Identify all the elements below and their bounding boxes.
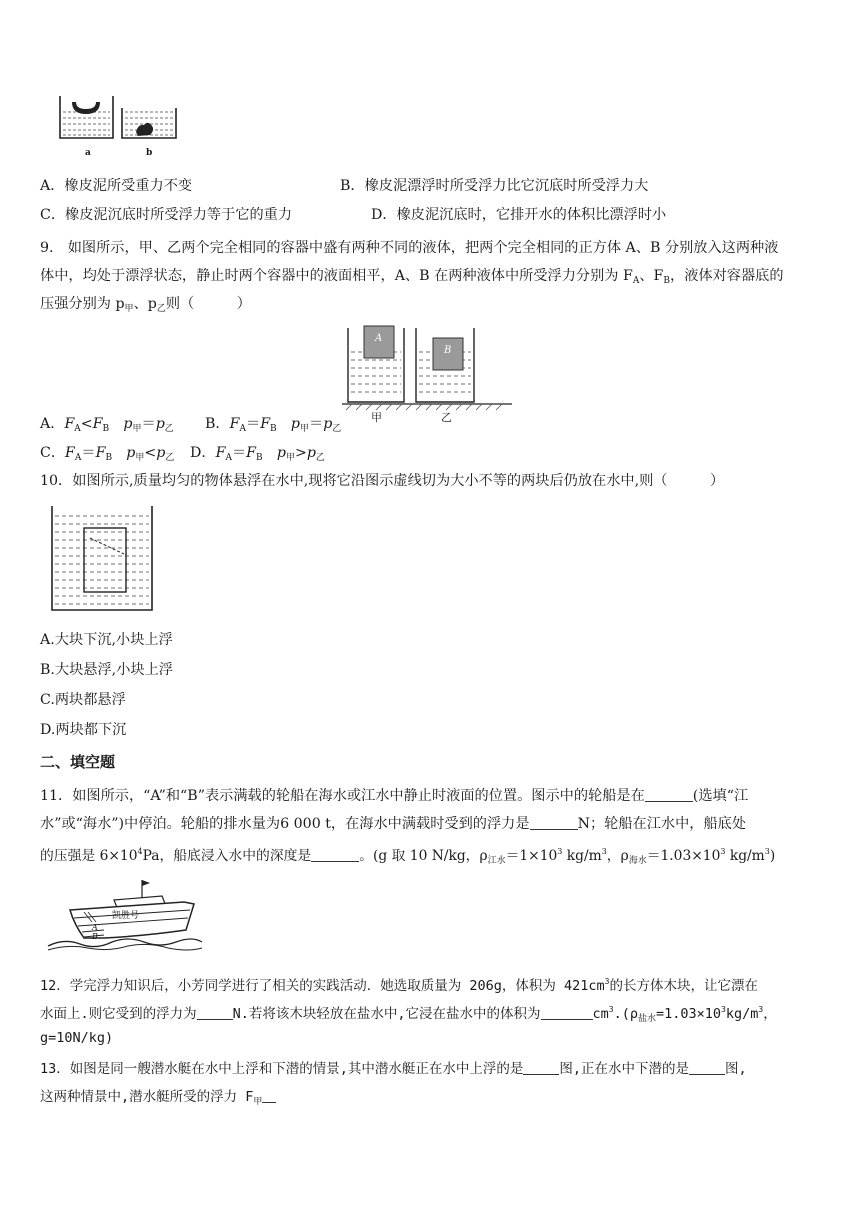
q10-option-d: D.两块都下沉 <box>40 722 127 738</box>
figure-label-a: a <box>85 148 91 158</box>
q11-stem-line1: 11．如图所示，“A”和“B”表示满载的轮船在海水或江水中静止时液面的位置。图示中的轮船是在 (选填“江 <box>40 788 749 804</box>
figure-label-yi: 乙 <box>441 411 452 424</box>
q13-blank-2[interactable] <box>689 1060 725 1075</box>
q13-blank-1[interactable] <box>523 1060 559 1075</box>
ship-mark-b: B <box>92 932 98 941</box>
figure-label-jia: 甲 <box>371 411 382 424</box>
figure-label-b: b <box>146 148 153 158</box>
q12-stem-line1: 12．学完浮力知识后，小芳同学进行了相关的实践活动．她选取质量为 206g，体积为 $421cm^3$的长方体木块，让它漂在 <box>40 977 758 994</box>
q9-option-b: B．$F_A=F_B$ $p_甲=p_乙$ <box>205 416 342 434</box>
q9-stem-line3: 压强分别为 $p_甲$、$p_乙$则（ ） <box>40 296 251 314</box>
figure-two-containers <box>342 324 512 412</box>
q12-stem-line3: g=10N/kg) <box>40 1030 114 1046</box>
q8-option-b: B．橡皮泥漂浮时所受浮力比它沉底时所受浮力大 <box>340 178 649 194</box>
q10-option-c: C.两块都悬浮 <box>40 692 126 708</box>
figure-suspended-object <box>48 504 158 614</box>
figure-label-cube-b: B <box>444 345 452 356</box>
q11-stem-line2: 水”或“海水”)中停泊。轮船的排水量为6 000 t，在海水中满载时受到的浮力是 N；轮船在江水中，船底处 <box>40 816 747 832</box>
q10-option-a: A.大块下沉,小块上浮 <box>40 632 173 648</box>
q8-option-a: A．橡皮泥所受重力不变 <box>40 178 193 194</box>
q12-stem-line2: 水面上.则它受到的浮力为 N.若将该木块轻放在盐水中,它浸在盐水中的体积为 $cm^3.(\rho_{盐水}=1.03\times 10^3kg/m^3$， <box>40 1005 777 1024</box>
q11-blank-1[interactable] <box>645 787 693 802</box>
q8-option-c: C．橡皮泥沉底时所受浮力等于它的重力 <box>40 207 293 223</box>
ship-mark-a: A <box>92 923 98 932</box>
figure-label-cube-a: A <box>375 333 383 344</box>
q9-stem-line1: 9. 如图所示，甲、乙两个完全相同的容器中盛有两种不同的液体，把两个完全相同的正方体 A、B 分别放入这两种液 <box>40 240 779 256</box>
q9-option-c: C．$F_A=F_B$ $p_甲<p_乙$ <box>40 445 175 463</box>
q9-option-a: A．$F_A<F_B$ $p_甲=p_乙$ <box>40 416 174 434</box>
q8-option-d: D．橡皮泥沉底时，它排开水的体积比漂浮时小 <box>371 207 667 223</box>
q13-stem-line1: 13．如图是同一艘潜水艇在水中上浮和下潜的情景,其中潜水艇正在水中上浮的是 图,正在水中下潜的是 图, <box>40 1061 747 1077</box>
q12-blank-2[interactable] <box>541 1005 593 1020</box>
q11-stem-line3: 的压强是 $6\times 10^4Pa$，船底浸入水中的深度是 。(g 取 10 N/kg，$\rho_{江水}=1\times 10^3$ $kg/m^3$，$\rho_{海水}=1.03\times 10^3$ $kg/m^3$) <box>40 847 776 866</box>
q13-blank-3[interactable] <box>262 1088 276 1103</box>
q11-blank-2[interactable] <box>530 815 578 830</box>
q11-blank-3[interactable] <box>311 847 359 862</box>
q12-blank-1[interactable] <box>197 1005 233 1020</box>
figure-rubber-clay <box>58 92 188 162</box>
q13-stem-line2: 这两种情景中,潜水艇所受的浮力 $F_甲$ <box>40 1087 276 1112</box>
section-title-fill-in: 二、填空题 <box>40 753 116 771</box>
q10-option-b: B.大块悬浮,小块上浮 <box>40 662 173 678</box>
q10-stem: 10．如图所示,质量均匀的物体悬浮在水中,现将它沿图示虚线切为大小不等的两块后仍放在水中,则（ ） <box>40 473 725 489</box>
ship-name-label: 凯胜号 <box>112 911 140 921</box>
q9-option-d: D．$F_A=F_B$ $p_甲>p_乙$ <box>190 445 325 463</box>
q9-stem-line2: 体中，均处于漂浮状态，静止时两个容器中的液面相平，A、B 在两种液体中所受浮力分别为 $F_A$、$F_B$，液体对容器底的 <box>40 268 784 286</box>
